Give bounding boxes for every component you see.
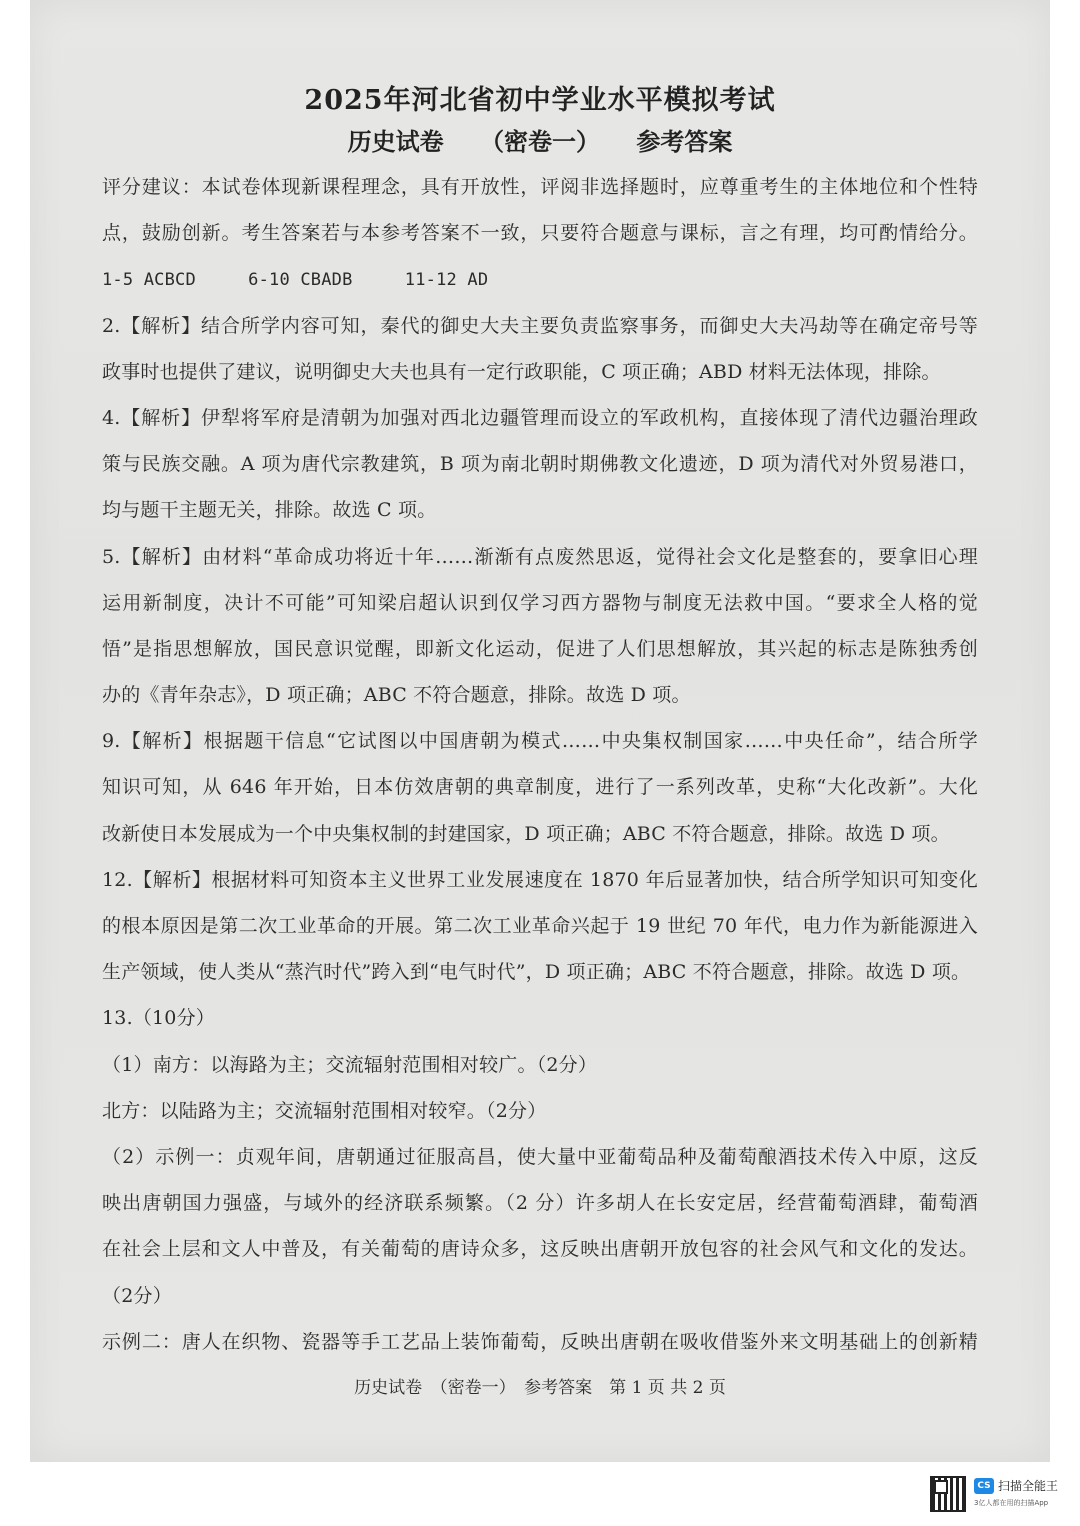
q4-explanation-line: 策与民族交融。A 项为唐代宗教建筑，B 项为南北朝时期佛教文化遗迹，D 项为清代对外贸易港口， — [102, 453, 978, 476]
subtitle-subject: 历史试卷 — [347, 127, 444, 156]
q13-part2-line: （2分） — [102, 1284, 172, 1307]
q13-part1-north: 北方：以陆路为主；交流辐射范围相对较窄。（2分） — [102, 1099, 547, 1122]
q9-explanation-line: 知识可知，从 646 年开始，日本仿效唐朝的典章制度，进行了一系列改革，史称“大化改新”。大化 — [102, 776, 978, 799]
q9-explanation-line: 9.【解析】根据题干信息“它试图以中国唐朝为模式……中央集权制国家……中央任命”，结合所学 — [102, 730, 978, 753]
q5-explanation-line: 办的《青年杂志》，D 项正确；ABC 不符合题意，排除。故选 D 项。 — [102, 684, 691, 707]
watermark-tagline: 3亿人都在用的扫描App — [974, 1499, 1049, 1507]
q13-example2-line: 示例二：唐人在织物、瓷器等手工艺品上装饰葡萄，反映出唐朝在吸收借鉴外来文明基础上的创新精 — [102, 1330, 978, 1353]
q13-part2-line: （2）示例一：贞观年间，唐朝通过征服高昌，使大量中亚葡萄品种及葡萄酿酒技术传入中原，这反 — [102, 1145, 978, 1168]
q12-explanation-line: 的根本原因是第二次工业革命的开展。第二次工业革命兴起于 19 世纪 70 年代，电力作为新能源进入 — [102, 915, 978, 937]
q12-explanation-line: 12.【解析】根据材料可知资本主义世界工业发展速度在 1870 年后显著加快，结合所学知识可知变化 — [102, 868, 978, 891]
q4-explanation-line: 4.【解析】伊犁将军府是清朝为加强对西北边疆管理而设立的军政机构，直接体现了清代边疆治理政 — [102, 406, 978, 429]
q5-explanation-line: 5.【解析】由材料“革命成功将近十年……渐渐有点废然思返，觉得社会文化是整套的，要拿旧心理 — [102, 545, 978, 568]
page-footer: 历史试卷 （密卷一） 参考答案 第 1 页 共 2 页 — [354, 1378, 726, 1398]
q9-explanation-line: 改新使日本发展成为一个中央集权制的封建国家，D 项正确；ABC 不符合题意，排除。故选 D 项。 — [102, 822, 950, 845]
q13-part1-south: （1）南方：以海路为主；交流辐射范围相对较广。（2分） — [102, 1053, 598, 1076]
q12-explanation-line: 生产领域，使人类从“蒸汽时代”跨入到“电气时代”，D 项正确；ABC 不符合题意，排除。故选 D 项。 — [102, 961, 971, 984]
scoring-note-line: 点，鼓励创新。考生答案若与本参考答案不一致，只要符合题意与课标，言之有理，均可酌情给分。 — [102, 222, 978, 245]
q13-header: 13.（10分） — [102, 1007, 215, 1030]
subtitle-paper: （密卷一） — [480, 127, 600, 156]
subtitle-answer-key: 参考答案 — [636, 127, 733, 156]
q13-part2-line: 在社会上层和文人中普及，有关葡萄的唐诗众多，这反映出唐朝开放包容的社会风气和文化的发达。 — [102, 1238, 978, 1261]
q2-explanation-line: 2.【解析】结合所学内容可知，秦代的御史大夫主要负责监察事务，而御史大夫冯劫等在确定帝号等 — [102, 314, 978, 337]
answer-group: 1-5 ACBCD — [102, 270, 196, 291]
qr-code-icon — [930, 1476, 966, 1512]
camscanner-logo-icon: CS — [974, 1478, 994, 1494]
q13-part2-line: 映出唐朝国力强盛，与域外的经济联系频繁。（2 分）许多胡人在长安定居，经营葡萄酒肆，葡萄酒 — [102, 1192, 978, 1215]
choice-answers — [102, 264, 978, 310]
scanner-watermark — [930, 1476, 1070, 1516]
answer-group: 11-12 AD — [404, 270, 489, 291]
q5-explanation-line: 悟”是指思想解放，国民意识觉醒，即新文化运动，促进了人们思想解放，其兴起的标志是陈独秀创 — [102, 637, 978, 660]
q2-explanation-line: 政事时也提供了建议，说明御史大夫也具有一定行政职能，C 项正确；ABD 材料无法体现，排除。 — [102, 360, 941, 383]
q4-explanation-line: 均与题干主题无关，排除。故选 C 项。 — [102, 499, 437, 522]
answer-group: 6-10 CBADB — [248, 270, 353, 291]
page-subtitle — [30, 122, 1050, 157]
page-title: 2025年河北省初中学业水平模拟考试 — [304, 85, 776, 116]
q5-explanation-line: 运用新制度，决计不可能”可知梁启超认识到仅学习西方器物与制度无法救中国。“要求全人格的觉 — [102, 591, 978, 614]
document-page — [30, 0, 1050, 1462]
answer-body — [102, 172, 978, 1373]
watermark-app-name: 扫描全能王 — [998, 1479, 1059, 1493]
scoring-note-line: 评分建议：本试卷体现新课程理念，具有开放性，评阅非选择题时，应尊重考生的主体地位和个性特 — [102, 176, 978, 198]
